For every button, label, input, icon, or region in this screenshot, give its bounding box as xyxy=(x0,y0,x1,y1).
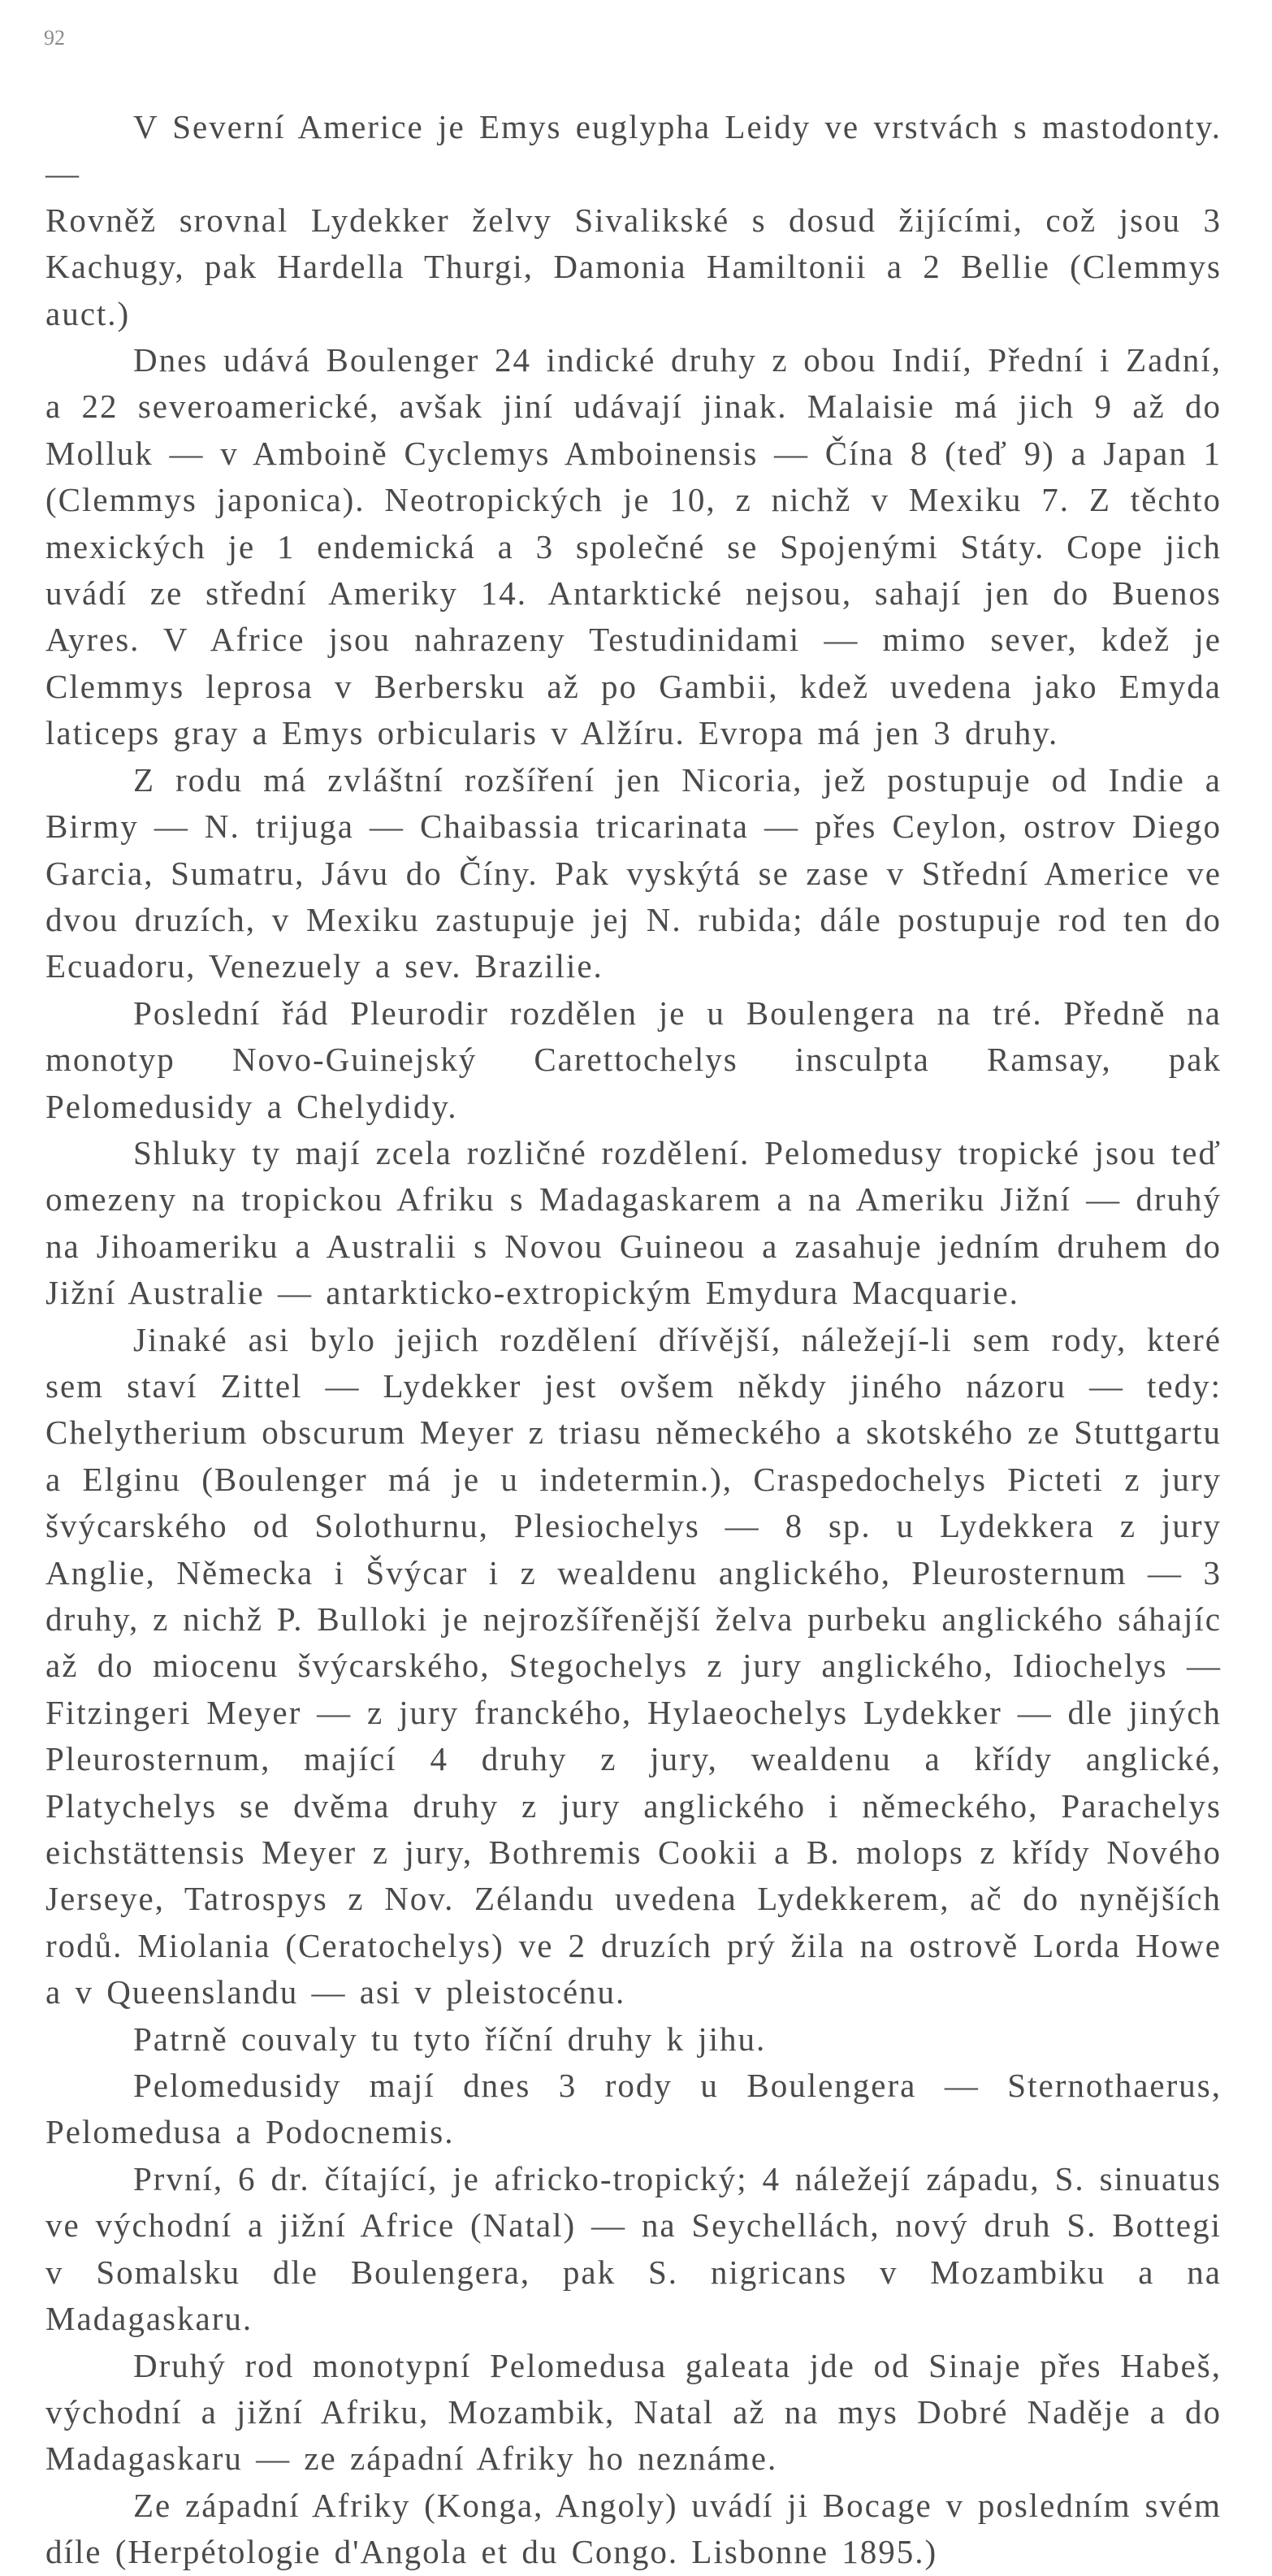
paragraph: Rovněž srovnal Lydekker želvy Sivalikské s dosud žijícími, což jsou 3 Kachugy, pak Hardella Thurgi, Damonia Hamiltonii a 2 Bellie (Clemmys auct.) xyxy=(45,201,1222,332)
body-text xyxy=(45,104,1222,2576)
paragraph: Patrně couvaly tu tyto říční druhy k jihu. xyxy=(133,2020,767,2058)
paragraph: První, 6 dr. čítající, je africko-tropický; 4 náležejí západu, S. sinuatus ve východní a jižní Africe (Natal) — na Seychellách, nový druh S. Bottegi v Somalsku dle Boulengera, pak S. nigricans v Mozambiku a na Madagaskaru. xyxy=(45,2159,1222,2338)
page-number: 92 xyxy=(44,26,65,50)
paragraph: Z rodu má zvláštní rozšíření jen Nicoria, jež postupuje od Indie a Birmy — N. trijuga — Chaibassia tricarinata — přes Ceylon, ostrov Diego Garcia, Sumatru, Jávu do Číny. Pak vyskýtá se zase v Střední Americe ve dvou druzích, v Mexiku zastupuje jej N. rubida; dále postupuje rod ten do Ecuadoru, Venezuely a sev. Brazilie. xyxy=(45,760,1222,985)
paragraph: Ze západní Afriky (Konga, Angoly) uvádí ji Bocage v posledním svém díle (Herpétologie d'Angola et du Congo. Lisbonne 1895.) xyxy=(45,2486,1222,2571)
paragraph: Pelomedusidy mají dnes 3 rody u Boulengera — Sternothaerus, Pelomedusa a Podocnemis. xyxy=(45,2067,1222,2151)
paragraph: V Severní Americe je Emys euglypha Leidy ve vrstvách s mastodonty. — xyxy=(45,108,1222,193)
paragraph: Druhý rod monotypní Pelomedusa galeata jde od Sinaje přes Habeš, východní a jižní Afriku, Mozambik, Natal až na mys Dobré Naděje a do Madagaskaru — ze západní Afriky ho neznáme. xyxy=(45,2346,1222,2478)
paragraph: Jinaké asi bylo jejich rozdělení dřívější, náležejí-li sem rody, které sem staví Zittel — Lydekker jest ovšem někdy jiného názoru — tedy: Chelytherium obscurum Meyer z triasu německého a skotského ze Stuttgartu a Elginu (Boulenger má je u indetermin.), Craspedochelys Picteti z jury švýcarského od Solothurnu, Plesiochelys — 8 sp. u Lydekkera z jury Anglie, Německa i Švýcar i z wealdenu anglického, Pleurosternum — 3 druhy, z nichž P. Bulloki je nejrozšířenější želva purbeku anglického sáhajíc až do miocenu švýcarského, Stegochelys z jury anglického, Idiochelys — Fitzingeri Meyer — z jury franckého, Hylaeochelys Lydekker — dle jiných Pleurosternum, mající 4 druhy z jury, wealdenu a křídy anglické, Platychelys se dvěma druhy z jury anglického i německého, Parachelys eichstättensis Meyer z jury, Bothremis Cookii a B. molops z křídy Nového Jerseye, Tatrospys z Nov. Zélandu uvedena Lydekkerem, ač do nynějších rodů. Miolania (Ceratochelys) ve 2 druzích prý žila na ostrově Lorda Howe a v Queenslandu — asi v pleistocénu. xyxy=(45,1320,1222,2011)
paragraph: Shluky ty mají zcela rozličné rozdělení. Pelomedusy tropické jsou teď omezeny na tropickou Afriku s Madagaskarem a na Ameriku Jižní — druhý na Jihoameriku a Australii s Novou Guineou a zasahuje jedním druhem do Jižní Australie — antarkticko-extropickým Emydura Macquarie. xyxy=(45,1133,1222,1312)
paragraph: Poslední řád Pleurodir rozdělen je u Boulengera na tré. Předně na monotyp Novo-Guinejský Carettochelys insculpta Ramsay, pak Pelomedusidy a Chelydidy. xyxy=(45,994,1222,1125)
paragraph: Dnes udává Boulenger 24 indické druhy z obou Indií, Přední i Zadní, a 22 severoamerické, avšak jiní udávají jinak. Malaisie má jich 9 až do Molluk — v Amboině Cyclemys Amboinensis — Čína 8 (teď 9) a Japan 1 (Clemmys japonica). Neotropických je 10, z nichž v Mexiku 7. Z těchto mexických je 1 endemická a 3 společné se Spojenými Státy. Cope jich uvádí ze střední Ameriky 14. Antarktické nejsou, sahají jen do Buenos Ayres. V Africe jsou nahrazeny Testudinidami — mimo sever, kdež je Clemmys leprosa v Berbersku až po Gambii, kdež uvedena jako Emyda laticeps gray a Emys orbicularis v Alžíru. Evropa má jen 3 druhy. xyxy=(45,341,1222,752)
